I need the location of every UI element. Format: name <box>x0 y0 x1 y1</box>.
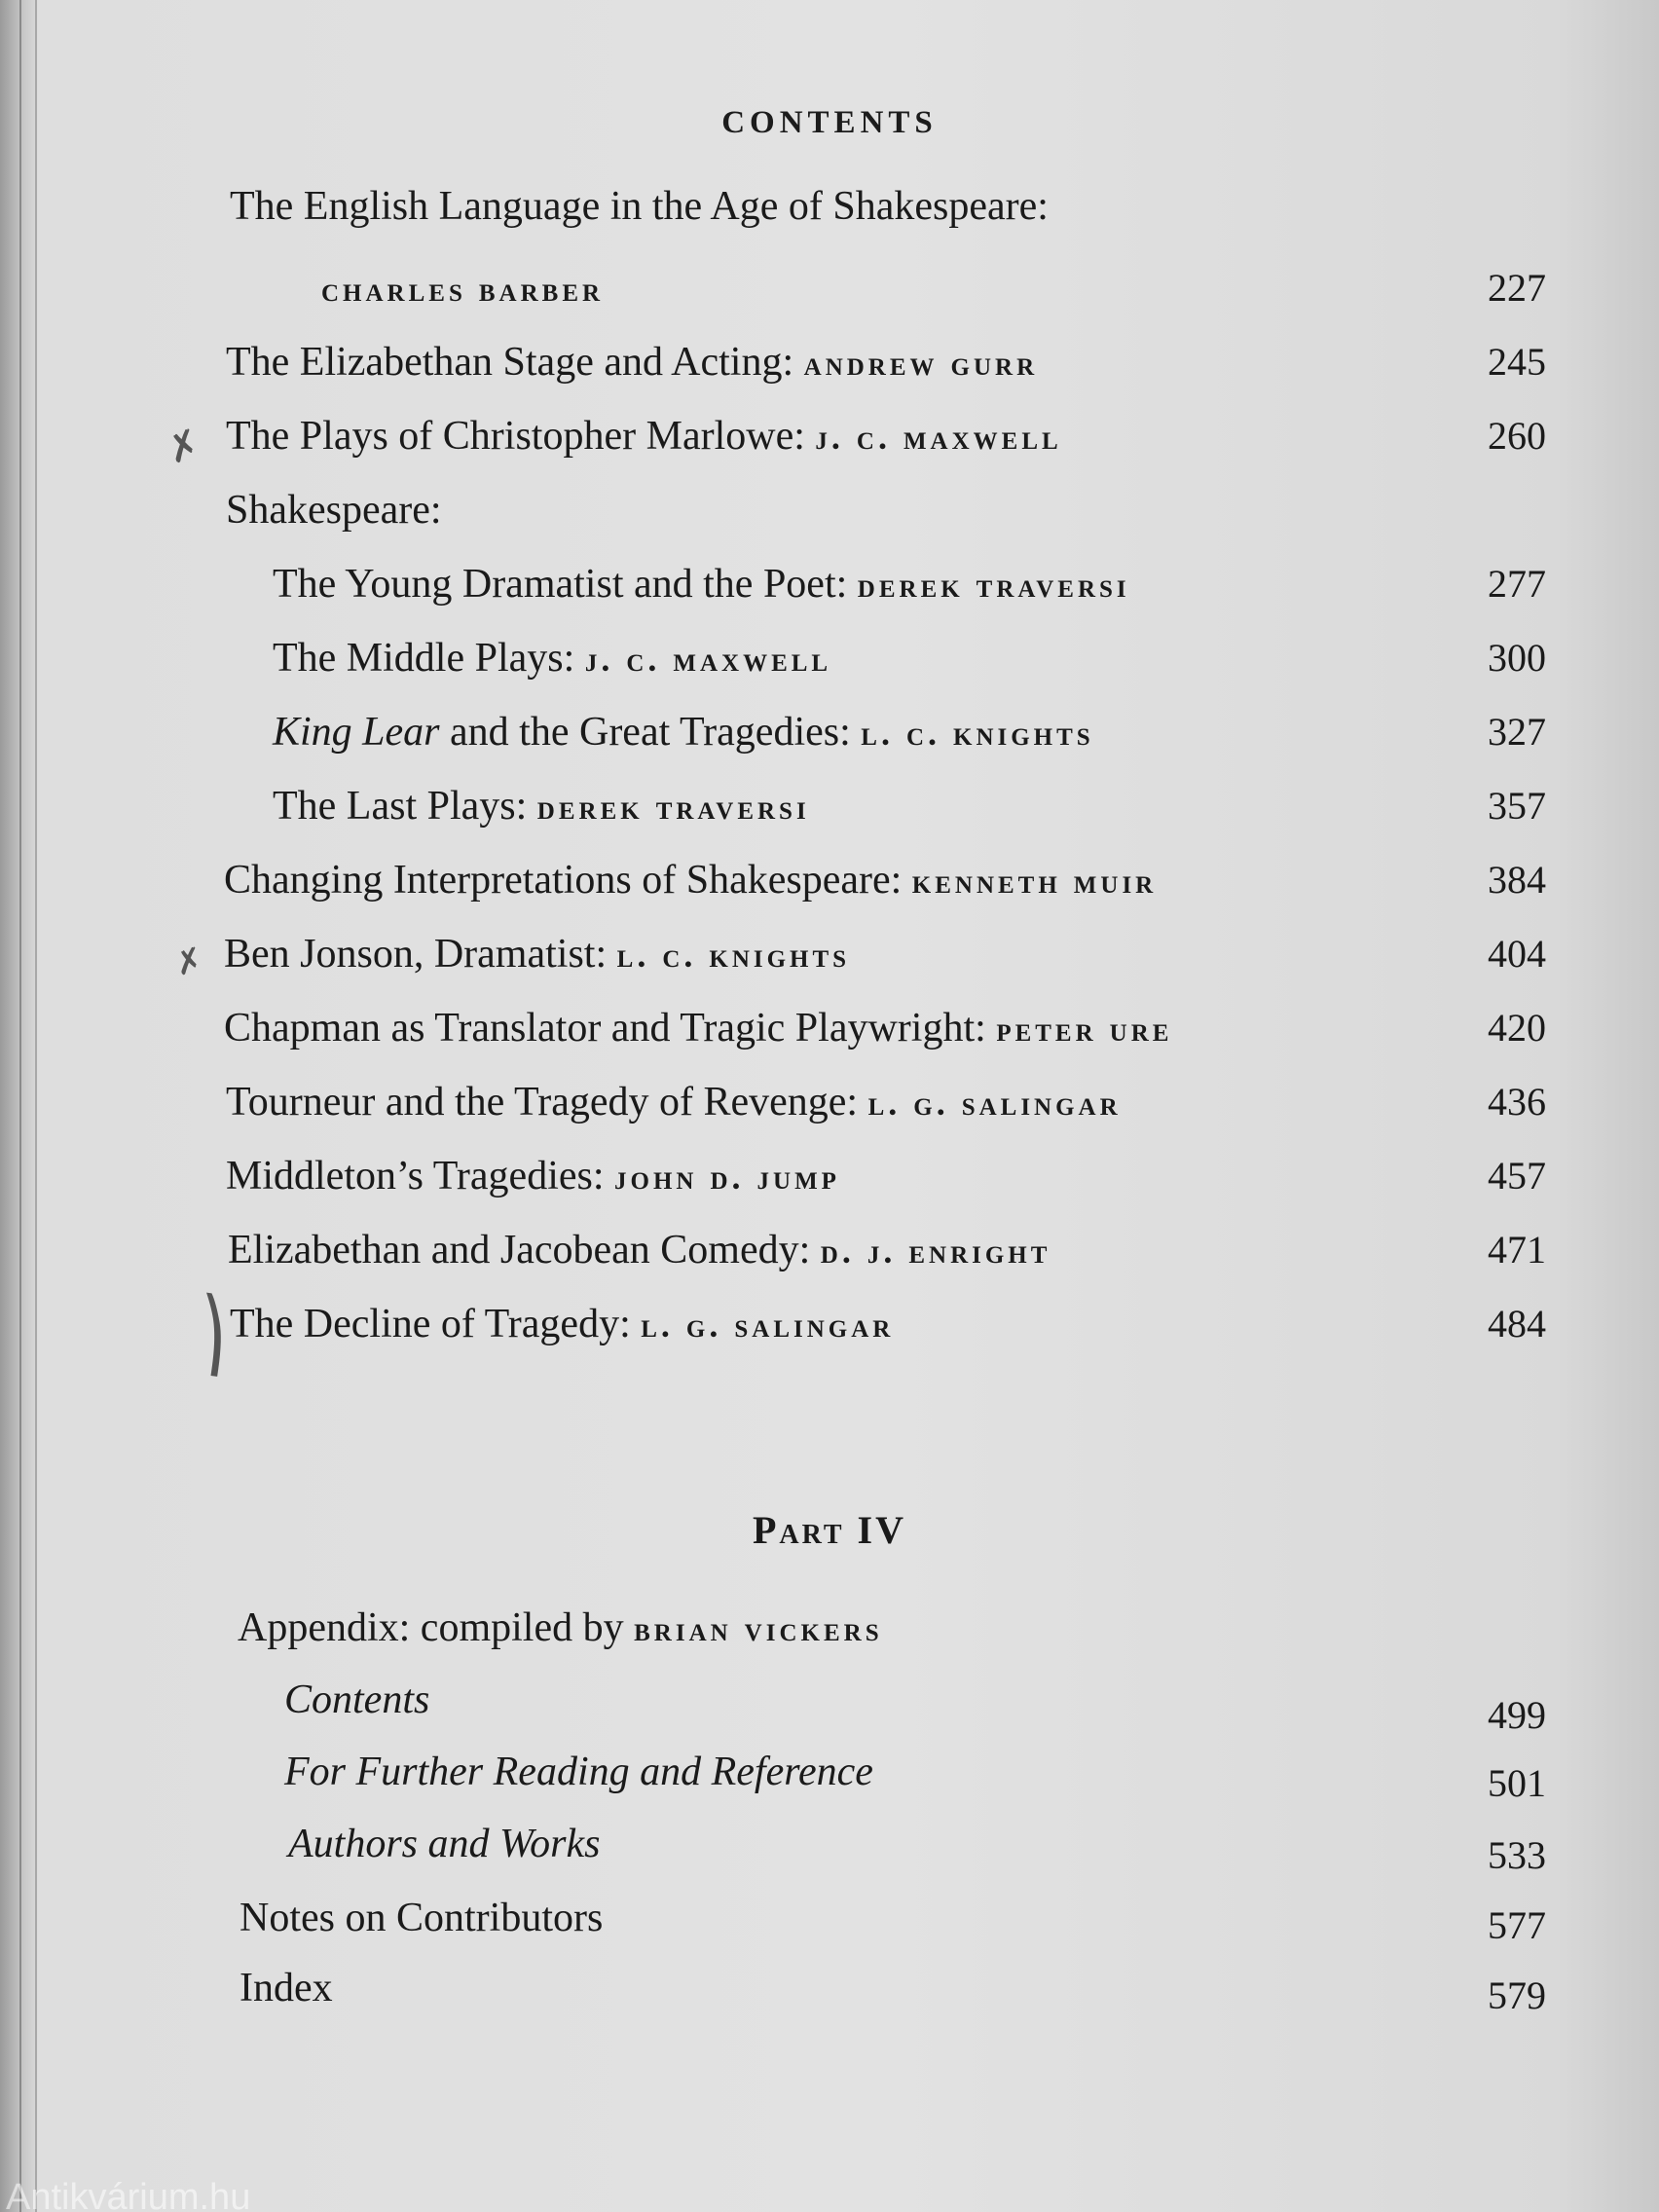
toc-entry-title: The English Language in the Age of Shakespeare: <box>230 184 1049 229</box>
toc-entry-author: l. g. salingar <box>641 1306 895 1345</box>
toc-entry-title: Tourneur and the Tragedy of Revenge: <box>226 1080 868 1124</box>
book-spine-shadow <box>0 0 37 2212</box>
toc-entry-author: peter ure <box>996 1010 1173 1049</box>
pencil-bracket-mark-icon: ⎞ <box>189 1292 235 1378</box>
toc-entry-title: Elizabethan and Jacobean Comedy: <box>228 1228 821 1272</box>
toc-entry-title: The Plays of Christopher Marlowe: <box>226 414 816 459</box>
appendix-author: brian vickers <box>634 1609 883 1648</box>
toc-entry-author: l. c. knights <box>616 936 851 975</box>
appendix-entry <box>238 1601 1546 1655</box>
toc-entry-author: charles barber <box>321 270 605 309</box>
appendix-title: Appendix: compiled by <box>238 1605 635 1650</box>
toc-entry-page: 436 <box>1488 1080 1546 1124</box>
toc-entry-author: l. g. salingar <box>867 1084 1122 1123</box>
toc-entry <box>273 705 1546 759</box>
toc-entry-author: derek traversi <box>536 788 810 827</box>
toc-entry <box>273 631 1546 685</box>
appendix-item-page: 501 <box>1488 1761 1546 1805</box>
back-matter-page: 579 <box>1488 1973 1546 2017</box>
toc-entry-page: 327 <box>1488 710 1546 754</box>
toc-entry <box>224 853 1546 907</box>
pencil-x-mark-icon: ✗ <box>170 939 208 985</box>
toc-entry <box>226 409 1546 463</box>
toc-entry-title: Ben Jonson, Dramatist: <box>224 932 617 977</box>
toc-entry <box>226 1149 1546 1203</box>
appendix-item-title: For Further Reading and Reference <box>284 1750 873 1794</box>
toc-entry-title: Shakespeare: <box>226 488 442 533</box>
toc-entry-page: 484 <box>1488 1302 1546 1346</box>
pencil-x-mark-icon: ✗ <box>161 420 207 474</box>
appendix-item <box>284 1745 1546 1805</box>
back-matter-title: Notes on Contributors <box>240 1896 604 1940</box>
toc-entry <box>226 483 1546 537</box>
toc-entry-author: d. j. enright <box>820 1232 1051 1271</box>
toc-entry-title: Changing Interpretations of Shakespeare: <box>224 858 912 903</box>
toc-entry-title: The Young Dramatist and the Poet: <box>273 562 858 607</box>
toc-entry <box>224 927 1546 981</box>
toc-entry-title: The Last Plays: <box>273 784 537 829</box>
toc-entry-author: derek traversi <box>857 566 1130 605</box>
toc-entry-title: Chapman as Translator and Tragic Playwright: <box>224 1006 997 1051</box>
toc-entry-page: 300 <box>1488 636 1546 680</box>
appendix-item-title: Authors and Works <box>288 1822 601 1866</box>
back-matter-entry <box>240 1891 1546 1945</box>
appendix-item <box>288 1817 1546 1877</box>
toc-entry-title: The Decline of Tragedy: <box>230 1302 642 1346</box>
toc-entry-page: 357 <box>1488 784 1546 828</box>
toc-entry-title-italic: King Lear <box>273 710 440 755</box>
toc-entry-page: 471 <box>1488 1228 1546 1272</box>
toc-entry-author: andrew gurr <box>803 344 1039 383</box>
contents-heading: CONTENTS <box>721 105 938 140</box>
toc-entry-page: 404 <box>1488 932 1546 976</box>
toc-entry-page: 384 <box>1488 858 1546 902</box>
toc-entry-author: j. c. maxwell <box>815 418 1062 457</box>
toc-entry-author: john d. jump <box>614 1158 840 1197</box>
watermark-text: Antikvárium.hu <box>6 2177 251 2212</box>
toc-entry-page: 260 <box>1488 414 1546 458</box>
toc-entry-title: The Middle Plays: <box>273 636 585 681</box>
toc-entry-author: kenneth muir <box>911 862 1158 901</box>
toc-entry <box>230 1297 1546 1351</box>
toc-entry-author: l. c. knights <box>861 714 1094 753</box>
toc-entry-page: 227 <box>1488 266 1546 310</box>
appendix-item-page: 533 <box>1488 1833 1546 1877</box>
toc-entry <box>224 1001 1546 1055</box>
part-heading: Part IV <box>752 1508 907 1552</box>
toc-entry <box>321 261 1546 315</box>
toc-entry-title: and the Great Tragedies: <box>439 710 862 755</box>
toc-entry <box>226 335 1546 389</box>
toc-entry-author: j. c. maxwell <box>584 640 832 679</box>
toc-entry <box>226 1075 1546 1129</box>
toc-entry <box>230 179 1546 234</box>
appendix-item-page: 499 <box>1488 1693 1546 1737</box>
toc-entry-page: 277 <box>1488 562 1546 606</box>
toc-entry-page: 420 <box>1488 1006 1546 1050</box>
toc-entry <box>228 1223 1546 1277</box>
back-matter-entry <box>240 1961 1546 2015</box>
toc-entry <box>273 779 1546 833</box>
toc-entry-title: Middleton’s Tragedies: <box>226 1154 615 1198</box>
back-matter-page: 577 <box>1488 1903 1546 1947</box>
toc-entry-title: The Elizabethan Stage and Acting: <box>226 340 804 385</box>
appendix-item-title: Contents <box>284 1677 430 1722</box>
appendix-item <box>284 1673 1546 1737</box>
toc-entry-page: 457 <box>1488 1154 1546 1198</box>
back-matter-title: Index <box>240 1966 333 2010</box>
toc-entry-page: 245 <box>1488 340 1546 384</box>
toc-entry <box>273 557 1546 611</box>
page-edge-line <box>19 0 21 2212</box>
